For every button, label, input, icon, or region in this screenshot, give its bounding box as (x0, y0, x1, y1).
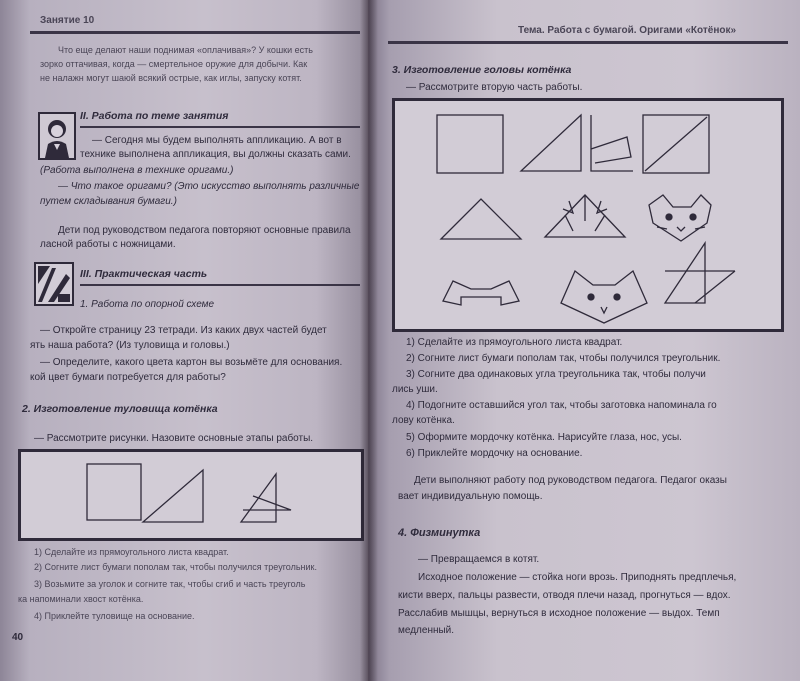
left-header-rule (30, 31, 360, 34)
subsection-1-title: 1. Работа по опорной схеме (80, 299, 215, 310)
left-fragment-line: Что еще делают наши поднимая «оплачивая»? У кошки есть (58, 45, 313, 55)
right-paragraph-line: — Рассмотрите вторую часть работы. (406, 82, 583, 93)
teacher-portrait-icon (38, 112, 76, 160)
triangle-shape (441, 199, 521, 239)
left-page-number: 40 (12, 632, 24, 643)
left-paragraph-line: ять наша работа? (Из туловища и головы.) (30, 340, 230, 351)
folding-step-shape (591, 137, 631, 163)
body-step: 2) Согните лист бумаги пополам так, чтобы получился треугольник. (34, 562, 317, 572)
cat-face-large-shape (561, 271, 647, 323)
head-step: лову котёнка. (392, 415, 455, 426)
triangle-step-shape (665, 243, 705, 303)
subsection-4-title: 4. Физминутка (398, 527, 481, 539)
left-paragraph-line: — Откройте страницу 23 тетради. Из каких двух частей будет (40, 325, 327, 336)
body-step: 4) Приклейте туловище на основание. (34, 611, 195, 621)
section-3-title: III. Практическая часть (80, 268, 208, 280)
left-paragraph-line: Дети под руководством педагога повторяют основные правила (58, 225, 351, 236)
book-gutter (360, 0, 378, 681)
body-steps-diagram (18, 449, 364, 541)
left-fragment-line: зорко оттачивая, когда — смертельное оружие для добычи. Как (40, 59, 308, 69)
square-sheet-shape (437, 115, 503, 173)
right-header: Тема. Работа с бумагой. Оригами «Котёнок» (518, 25, 737, 36)
cat-face-shape (649, 195, 711, 241)
left-paragraph-line: — Сегодня мы будем выполнять аппликацию. А вот в (92, 135, 342, 146)
head-step: 3) Согните два одинаковых угла треугольника так, чтобы получи (406, 369, 706, 380)
folded-triangle-shape (143, 470, 203, 522)
head-step: 4) Подогните оставшийся угол так, чтобы заготовка напоминала го (406, 400, 717, 411)
exercise-line: Расслабив мышцы, вернуться в исходное положение — выдох. Темп (398, 608, 720, 619)
body-step: 1) Сделайте из прямоугольного листа квадрат. (34, 547, 229, 557)
exercise-line: кисти вверх, пальцы развести, отводя плечи назад, прогнуться — вдох. (398, 590, 731, 601)
head-step: 6) Приклейте мордочку на основание. (406, 448, 583, 459)
left-paragraph-line: (Работа выполнена в технике оригами.) (40, 165, 234, 176)
left-paragraph-line: — Определите, какого цвета картон вы возьмёте для основания. (40, 357, 343, 368)
head-step: 2) Согните лист бумаги пополам так, чтобы получился треугольник. (406, 353, 721, 364)
left-header: Занятие 10 (40, 15, 95, 26)
subsection-3-title: 3. Изготовление головы котёнка (392, 64, 572, 76)
exercise-line: — Превращаемся в котят. (418, 554, 540, 565)
right-page (368, 0, 800, 681)
left-paragraph-line: технике выполнена аппликация, вы должны сказать сами. (80, 149, 351, 160)
head-step: 1) Сделайте из прямоугольного листа квадрат. (406, 337, 623, 348)
left-paragraph-line: — Рассмотрите рисунки. Назовите основные этапы работы. (34, 433, 314, 444)
head-steps-diagram (392, 98, 784, 332)
head-step: лись уши. (392, 384, 438, 395)
square-sheet-shape (87, 464, 141, 520)
cat-head-front-shape (443, 281, 519, 305)
section-2-rule (80, 126, 360, 128)
exercise-line: медленный. (398, 625, 455, 636)
right-paragraph-line: Дети выполняют работу под руководством педагога. Педагог оказы (414, 475, 727, 486)
section-3-rule (80, 284, 360, 286)
body-step: 3) Возьмите за уголок и согните так, чтобы сгиб и часть треуголь (34, 579, 306, 589)
left-paragraph-line: ласной работы с ножницами. (40, 239, 176, 250)
left-paragraph-line: — Что такое оригами? (Это искусство выполнять различные (58, 181, 360, 192)
section-2-title: II. Работа по теме занятия (80, 110, 229, 122)
right-paragraph-line: вает индивидуальную помощь. (398, 491, 543, 502)
left-fragment-line: не налажн могут шаюй всякий острые, как иглы, запуску котят. (40, 73, 302, 83)
abstract-pattern-icon (34, 262, 74, 306)
exercise-line: Исходное положение — стойка ноги врозь. Приподнять предплечья, (418, 572, 737, 583)
folded-triangle-shape (521, 115, 581, 171)
left-page (0, 0, 372, 681)
head-step: 5) Оформите мордочку котёнка. Нарисуйте глаза, нос, усы. (406, 432, 682, 443)
left-paragraph-line: путем складывания бумаги.) (40, 196, 177, 207)
body-step: ка напоминали хвост котёнка. (18, 594, 144, 604)
right-header-rule (388, 41, 788, 44)
left-paragraph-line: кой цвет бумаги потребуется для работы? (30, 372, 226, 383)
subsection-2-title: 2. Изготовление туловища котёнка (22, 403, 218, 415)
